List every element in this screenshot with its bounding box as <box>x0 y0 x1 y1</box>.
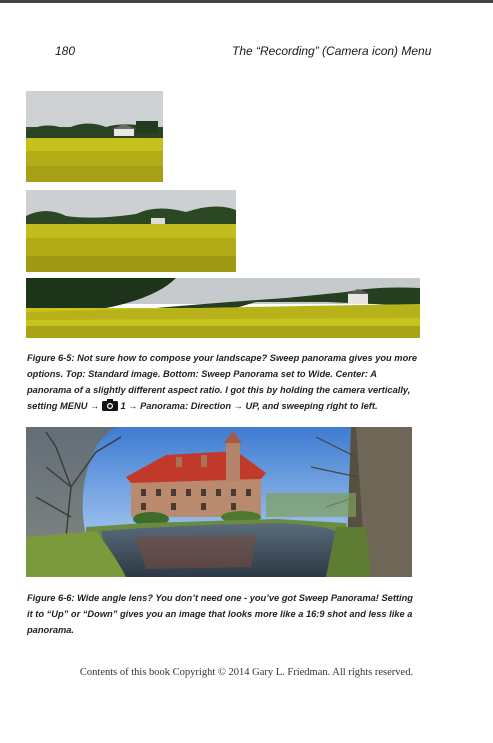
caption-line <box>27 398 444 414</box>
figure-6-5-caption <box>27 350 444 414</box>
caption-line: Figure 6-5: Not sure how to compose your landscape? Sweep panorama gives you more <box>27 353 418 363</box>
figure-6-6-caption <box>27 590 444 638</box>
photo-wide-panorama <box>26 278 420 338</box>
caption-line: Figure 6-6: Wide angle lens? You don’t need one - you’ve got Sweep Panorama! Setting <box>27 593 413 603</box>
copyright-footer: Contents of this book Copyright © 2014 Gary L. Friedman. All rights reserved. <box>79 667 414 678</box>
photo-castle-panorama <box>26 427 412 577</box>
caption-line: panorama. <box>27 625 75 635</box>
top-rule <box>0 0 493 3</box>
caption-line-pre: setting MENU → <box>27 401 100 411</box>
caption-line-post: 1 → Panorama: Direction → UP, and sweeping right to left. <box>120 401 378 411</box>
page-number: 180 <box>55 44 76 58</box>
caption-line: options. Top: Standard image. Bottom: Sweep Panorama set to Wide. Center: A <box>27 369 377 379</box>
running-head: The “Recording” (Camera icon) Menu <box>232 44 432 58</box>
photo-standard-image <box>26 91 163 182</box>
photo-center-panorama <box>26 190 236 272</box>
caption-line: panorama of a slightly different aspect ratio. I got this by holding the camera vertically, <box>27 385 411 395</box>
camera-icon <box>102 399 118 411</box>
caption-line: it to “Up” or “Down” gives you an image that looks more like a 16:9 shot and less like a <box>27 609 413 619</box>
